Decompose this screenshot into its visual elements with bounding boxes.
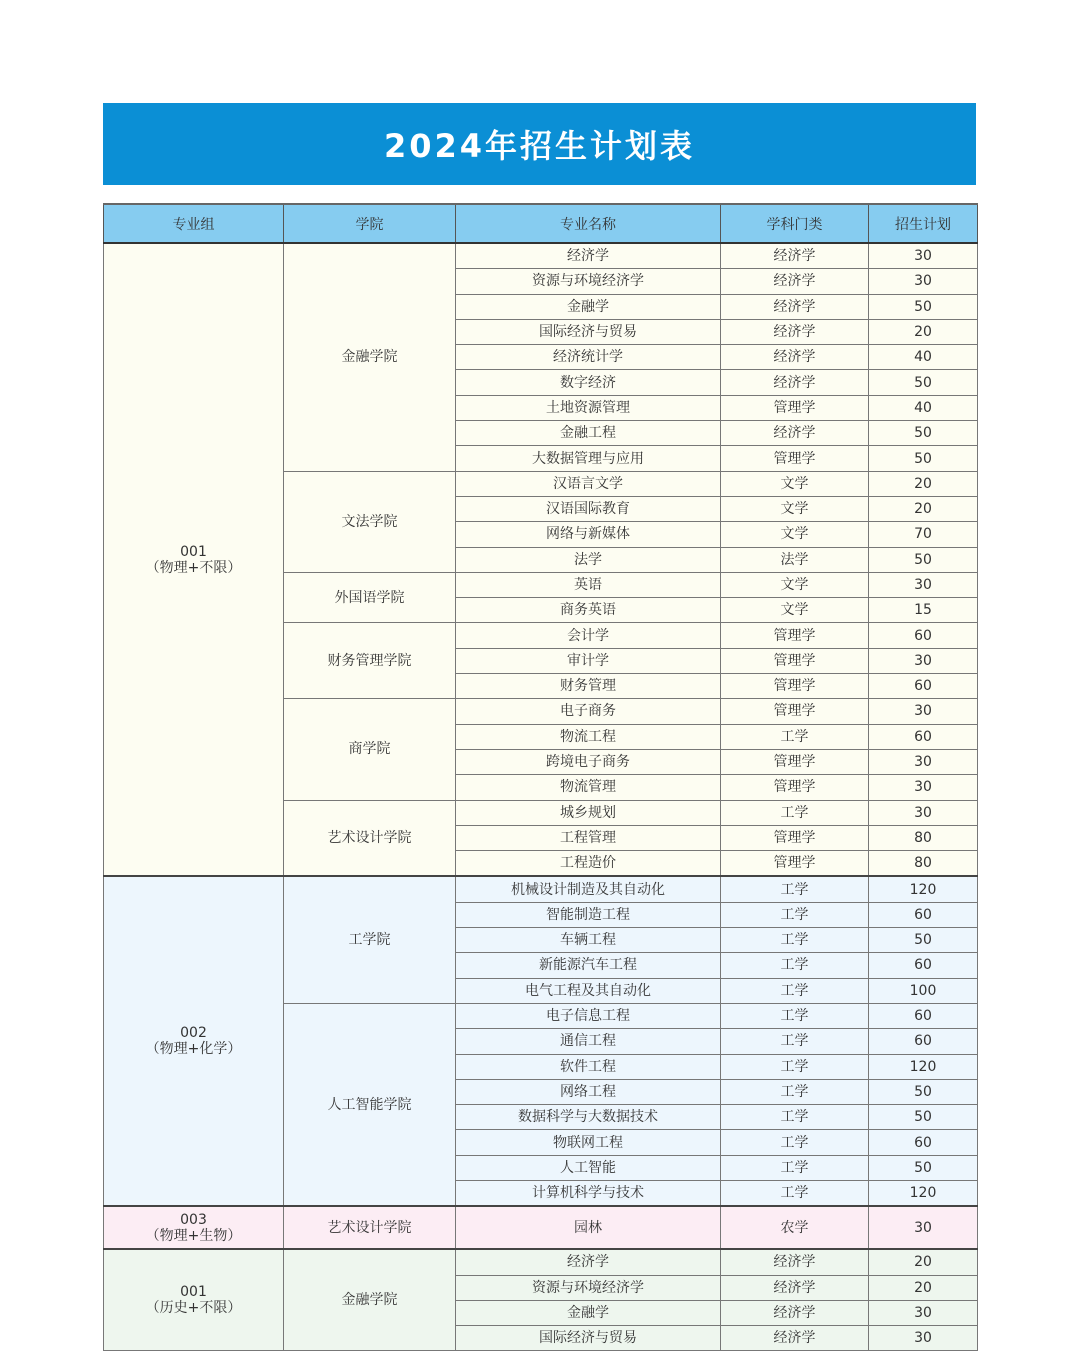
major-name-cell: 车辆工程 xyxy=(456,928,721,953)
major-name-cell: 电子信息工程 xyxy=(456,1003,721,1028)
plan-count-cell: 50 xyxy=(869,446,978,471)
major-group-cell xyxy=(104,1206,284,1249)
discipline-cell: 文学 xyxy=(721,471,869,496)
title-banner xyxy=(103,103,976,185)
discipline-cell: 农学 xyxy=(721,1206,869,1249)
discipline-cell: 管理学 xyxy=(721,699,869,724)
discipline-cell: 工学 xyxy=(721,1130,869,1155)
plan-count-cell: 50 xyxy=(869,421,978,446)
discipline-cell: 经济学 xyxy=(721,1326,869,1351)
major-group-code: 001 xyxy=(180,543,207,560)
discipline-cell: 管理学 xyxy=(721,648,869,673)
discipline-cell: 经济学 xyxy=(721,243,869,269)
discipline-cell: 经济学 xyxy=(721,319,869,344)
header-college: 学院 xyxy=(284,204,456,243)
plan-count-cell: 50 xyxy=(869,1105,978,1130)
plan-count-cell: 60 xyxy=(869,724,978,749)
major-name-cell: 金融学 xyxy=(456,1300,721,1325)
plan-count-cell: 20 xyxy=(869,496,978,521)
discipline-cell: 经济学 xyxy=(721,421,869,446)
major-name-cell: 国际经济与贸易 xyxy=(456,319,721,344)
plan-count-cell: 120 xyxy=(869,876,978,902)
major-name-cell: 英语 xyxy=(456,572,721,597)
discipline-cell: 文学 xyxy=(721,572,869,597)
plan-count-cell: 30 xyxy=(869,699,978,724)
major-name-cell: 电子商务 xyxy=(456,699,721,724)
major-group-code: 002 xyxy=(180,1025,207,1042)
major-group-subjects: （历史+不限） xyxy=(145,1300,242,1317)
major-group-subjects: （物理+不限） xyxy=(145,559,242,576)
major-name-cell: 新能源汽车工程 xyxy=(456,953,721,978)
discipline-cell: 经济学 xyxy=(721,294,869,319)
major-name-cell: 计算机科学与技术 xyxy=(456,1180,721,1206)
plan-count-cell: 60 xyxy=(869,1130,978,1155)
plan-count-cell: 40 xyxy=(869,395,978,420)
discipline-cell: 文学 xyxy=(721,598,869,623)
major-name-cell: 城乡规划 xyxy=(456,800,721,825)
college-cell: 艺术设计学院 xyxy=(284,1206,456,1249)
discipline-cell: 工学 xyxy=(721,1029,869,1054)
discipline-cell: 工学 xyxy=(721,1054,869,1079)
major-name-cell: 商务英语 xyxy=(456,598,721,623)
discipline-cell: 工学 xyxy=(721,1180,869,1206)
major-name-cell: 经济学 xyxy=(456,243,721,269)
major-name-cell: 智能制造工程 xyxy=(456,902,721,927)
discipline-cell: 管理学 xyxy=(721,674,869,699)
plan-count-cell: 30 xyxy=(869,800,978,825)
major-name-cell: 资源与环境经济学 xyxy=(456,269,721,294)
plan-count-cell: 20 xyxy=(869,1275,978,1300)
plan-count-cell: 30 xyxy=(869,648,978,673)
discipline-cell: 工学 xyxy=(721,928,869,953)
discipline-cell: 工学 xyxy=(721,953,869,978)
table-row xyxy=(104,1206,978,1249)
college-cell: 人工智能学院 xyxy=(284,1003,456,1206)
major-name-cell: 土地资源管理 xyxy=(456,395,721,420)
discipline-cell: 工学 xyxy=(721,724,869,749)
plan-count-cell: 30 xyxy=(869,1326,978,1351)
plan-count-cell: 30 xyxy=(869,1300,978,1325)
plan-count-cell: 50 xyxy=(869,1079,978,1104)
college-cell: 金融学院 xyxy=(284,1249,456,1351)
plan-count-cell: 60 xyxy=(869,953,978,978)
major-name-cell: 汉语言文学 xyxy=(456,471,721,496)
major-name-cell: 电气工程及其自动化 xyxy=(456,978,721,1003)
major-name-cell: 金融工程 xyxy=(456,421,721,446)
college-cell: 外国语学院 xyxy=(284,572,456,623)
discipline-cell: 工学 xyxy=(721,1079,869,1104)
major-name-cell: 物流管理 xyxy=(456,775,721,800)
major-name-cell: 工程管理 xyxy=(456,825,721,850)
plan-count-cell: 60 xyxy=(869,1029,978,1054)
major-name-cell: 数据科学与大数据技术 xyxy=(456,1105,721,1130)
major-group-code: 003 xyxy=(180,1211,207,1228)
header-enrollment-plan: 招生计划 xyxy=(869,204,978,243)
major-name-cell: 工程造价 xyxy=(456,851,721,877)
major-name-cell: 网络与新媒体 xyxy=(456,522,721,547)
discipline-cell: 经济学 xyxy=(721,1249,869,1275)
major-group-code: 001 xyxy=(180,1284,207,1301)
discipline-cell: 工学 xyxy=(721,978,869,1003)
major-name-cell: 跨境电子商务 xyxy=(456,749,721,774)
page-title: 2024年招生计划表 xyxy=(383,127,696,165)
table-row xyxy=(104,243,978,269)
college-cell: 文法学院 xyxy=(284,471,456,572)
discipline-cell: 工学 xyxy=(721,902,869,927)
plan-count-cell: 50 xyxy=(869,1155,978,1180)
table-header-row xyxy=(104,204,978,243)
discipline-cell: 经济学 xyxy=(721,1300,869,1325)
plan-count-cell: 80 xyxy=(869,825,978,850)
discipline-cell: 工学 xyxy=(721,1105,869,1130)
major-name-cell: 会计学 xyxy=(456,623,721,648)
discipline-cell: 经济学 xyxy=(721,370,869,395)
major-group-cell xyxy=(104,876,284,1206)
plan-count-cell: 60 xyxy=(869,623,978,648)
major-name-cell: 人工智能 xyxy=(456,1155,721,1180)
plan-count-cell: 15 xyxy=(869,598,978,623)
major-name-cell: 经济统计学 xyxy=(456,345,721,370)
plan-count-cell: 30 xyxy=(869,572,978,597)
plan-count-cell: 30 xyxy=(869,269,978,294)
major-name-cell: 数字经济 xyxy=(456,370,721,395)
discipline-cell: 法学 xyxy=(721,547,869,572)
major-name-cell: 审计学 xyxy=(456,648,721,673)
plan-count-cell: 30 xyxy=(869,1206,978,1249)
plan-count-cell: 20 xyxy=(869,1249,978,1275)
discipline-cell: 管理学 xyxy=(721,623,869,648)
discipline-cell: 工学 xyxy=(721,1003,869,1028)
college-cell: 财务管理学院 xyxy=(284,623,456,699)
plan-count-cell: 120 xyxy=(869,1180,978,1206)
header-major-group: 专业组 xyxy=(104,204,284,243)
table-body xyxy=(104,243,978,1351)
plan-count-cell: 100 xyxy=(869,978,978,1003)
major-name-cell: 法学 xyxy=(456,547,721,572)
discipline-cell: 管理学 xyxy=(721,825,869,850)
discipline-cell: 经济学 xyxy=(721,345,869,370)
plan-count-cell: 60 xyxy=(869,902,978,927)
plan-count-cell: 40 xyxy=(869,345,978,370)
major-name-cell: 物流工程 xyxy=(456,724,721,749)
discipline-cell: 文学 xyxy=(721,522,869,547)
plan-count-cell: 30 xyxy=(869,243,978,269)
major-name-cell: 大数据管理与应用 xyxy=(456,446,721,471)
header-major-name: 专业名称 xyxy=(456,204,721,243)
plan-count-cell: 50 xyxy=(869,294,978,319)
plan-count-cell: 50 xyxy=(869,370,978,395)
major-name-cell: 金融学 xyxy=(456,294,721,319)
discipline-cell: 管理学 xyxy=(721,851,869,877)
major-name-cell: 园林 xyxy=(456,1206,721,1249)
major-name-cell: 财务管理 xyxy=(456,674,721,699)
college-cell: 工学院 xyxy=(284,876,456,1003)
header-discipline: 学科门类 xyxy=(721,204,869,243)
major-name-cell: 汉语国际教育 xyxy=(456,496,721,521)
plan-count-cell: 120 xyxy=(869,1054,978,1079)
plan-count-cell: 20 xyxy=(869,319,978,344)
plan-count-cell: 60 xyxy=(869,674,978,699)
plan-count-cell: 80 xyxy=(869,851,978,877)
plan-count-cell: 30 xyxy=(869,749,978,774)
discipline-cell: 管理学 xyxy=(721,446,869,471)
discipline-cell: 管理学 xyxy=(721,749,869,774)
college-cell: 艺术设计学院 xyxy=(284,800,456,876)
major-name-cell: 国际经济与贸易 xyxy=(456,1326,721,1351)
major-name-cell: 网络工程 xyxy=(456,1079,721,1104)
major-name-cell: 机械设计制造及其自动化 xyxy=(456,876,721,902)
discipline-cell: 经济学 xyxy=(721,1275,869,1300)
major-name-cell: 物联网工程 xyxy=(456,1130,721,1155)
plan-count-cell: 30 xyxy=(869,775,978,800)
plan-count-cell: 60 xyxy=(869,1003,978,1028)
discipline-cell: 工学 xyxy=(721,1155,869,1180)
table-row xyxy=(104,1249,978,1275)
plan-count-cell: 20 xyxy=(869,471,978,496)
major-group-cell xyxy=(104,1249,284,1351)
college-cell: 金融学院 xyxy=(284,243,456,471)
discipline-cell: 工学 xyxy=(721,876,869,902)
discipline-cell: 文学 xyxy=(721,496,869,521)
major-group-subjects: （物理+化学） xyxy=(145,1041,242,1058)
discipline-cell: 经济学 xyxy=(721,269,869,294)
discipline-cell: 工学 xyxy=(721,800,869,825)
major-group-cell xyxy=(104,243,284,876)
discipline-cell: 管理学 xyxy=(721,395,869,420)
major-name-cell: 软件工程 xyxy=(456,1054,721,1079)
table-row xyxy=(104,876,978,902)
major-group-subjects: （物理+生物） xyxy=(145,1227,242,1244)
enrollment-plan-table xyxy=(103,203,978,1351)
plan-count-cell: 70 xyxy=(869,522,978,547)
plan-count-cell: 50 xyxy=(869,928,978,953)
plan-count-cell: 50 xyxy=(869,547,978,572)
college-cell: 商学院 xyxy=(284,699,456,800)
discipline-cell: 管理学 xyxy=(721,775,869,800)
major-name-cell: 经济学 xyxy=(456,1249,721,1275)
major-name-cell: 通信工程 xyxy=(456,1029,721,1054)
major-name-cell: 资源与环境经济学 xyxy=(456,1275,721,1300)
